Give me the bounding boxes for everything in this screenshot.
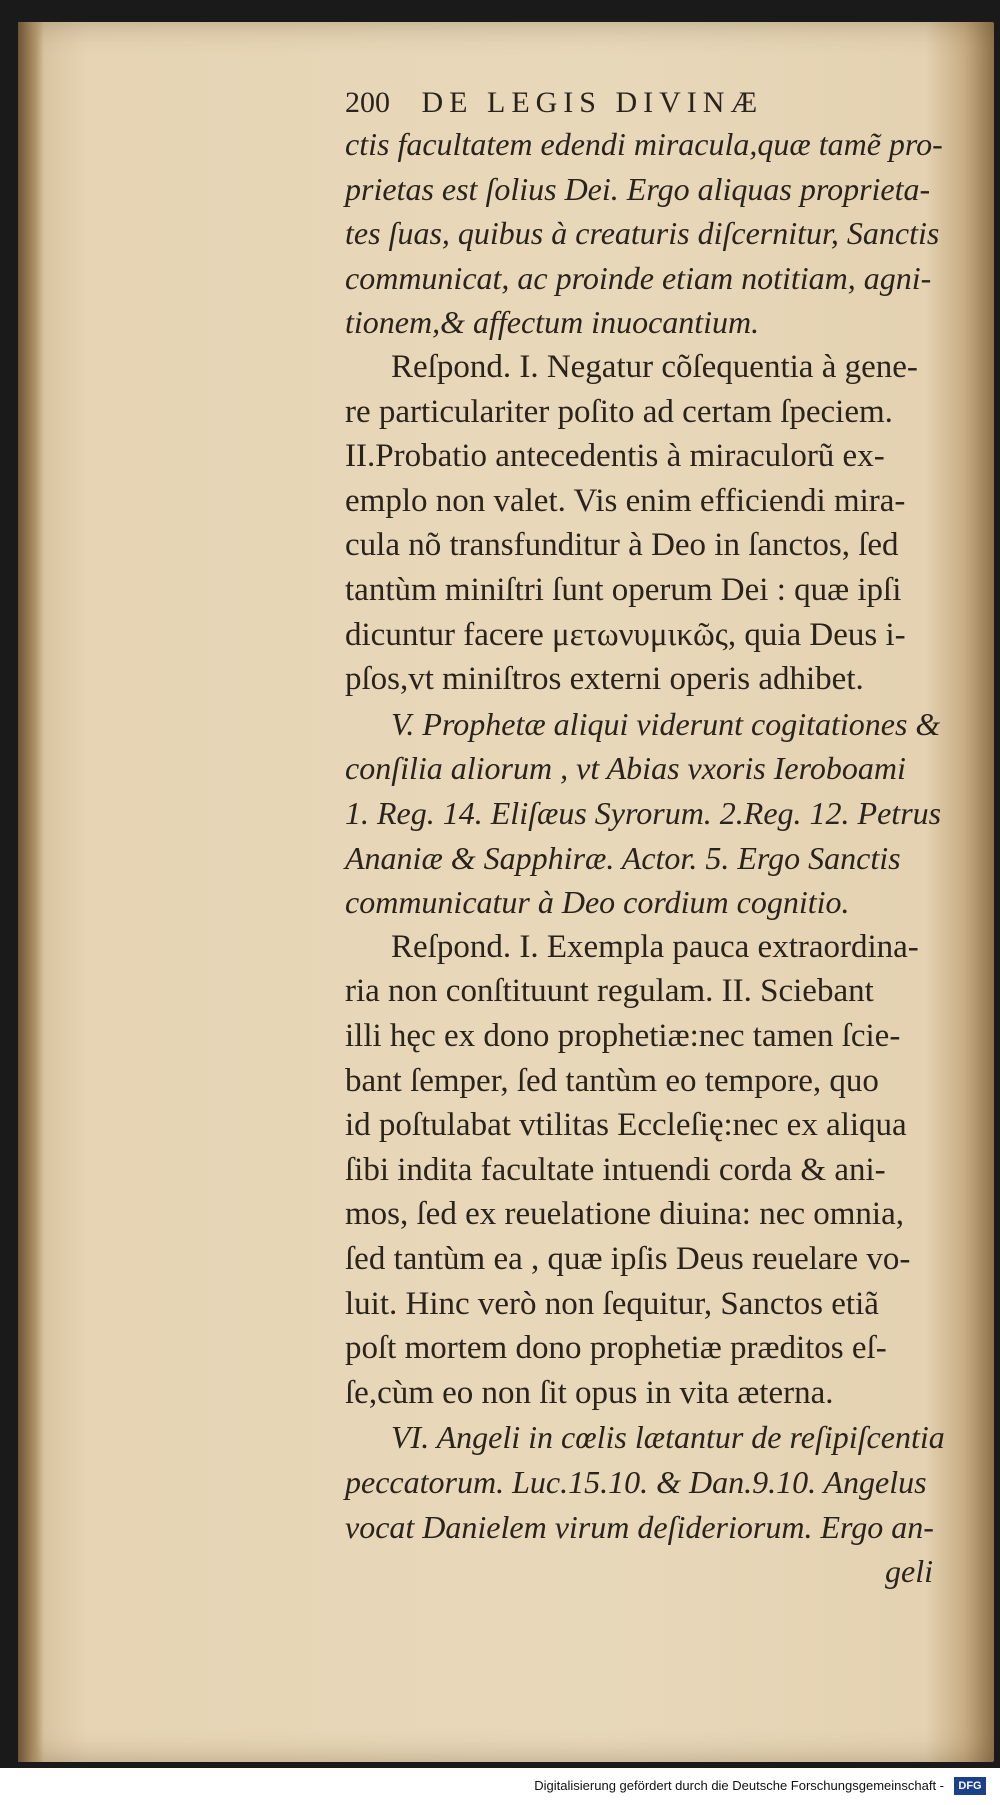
page-number: 200	[345, 86, 390, 119]
text-line: luit. Hinc verò non ſequitur, Sanctos etiã	[345, 1285, 879, 1322]
text-line: emplo non valet. Vis enim efficiendi mira-	[345, 482, 906, 519]
text-line: ſibi indita facultate intuendi corda & ani-	[345, 1151, 886, 1188]
catchword: geli	[885, 1553, 933, 1590]
text-line: ſe,cùm eo non ſit opus in vita æterna.	[345, 1374, 834, 1411]
text-line: ſed tantùm ea , quæ ipſis Deus reuelare vo-	[345, 1241, 911, 1277]
text-line: communicatur à Deo cordium cognitio.	[345, 884, 850, 921]
text-line: pſos,vt miniſtros externi operis adhibet.	[345, 661, 864, 698]
running-title: DE LEGIS DIVINÆ	[421, 86, 764, 119]
text-line: vocat Danielem virum deſideriorum. Ergo an-	[345, 1508, 934, 1545]
text-line: 1. Reg. 14. Eliſæus Syrorum. 2.Reg. 12. Petrus	[345, 795, 942, 831]
text-line: V. Prophetæ aliqui viderunt cogitationes &	[391, 705, 941, 742]
text-line: bant ſemper, ſed tantùm eo tempore, quo	[345, 1062, 879, 1099]
text-line: re particulariter poſito ad certam ſpeciem.	[345, 393, 893, 430]
text-line: Ananiæ & Sapphiræ. Actor. 5. Ergo Sanctis	[345, 839, 901, 876]
text-line: id poſtulabat vtilitas Eccleſię:nec ex aliqua	[345, 1107, 907, 1144]
text-line: VI. Angeli in cœlis lætantur de reſipiſcentia	[391, 1419, 945, 1456]
text-line: mos, ſed ex reuelatione diuina: nec omnia,	[345, 1196, 904, 1233]
text-line: peccatorum. Luc.15.10. & Dan.9.10. Angelus	[345, 1464, 927, 1500]
digitization-footer	[0, 1768, 1000, 1805]
text-line: Reſpond. I. Negatur cõſequentia à gene-	[391, 349, 918, 385]
text-line: II.Probatio antecedentis à miraculorũ ex-	[345, 438, 885, 475]
text-line: tionem,& affectum inuocantium.	[345, 304, 760, 341]
text-line: tes ſuas, quibus à creaturis diſcernitur, Sanctis	[345, 215, 940, 252]
text-line: illi hęc ex dono prophetiæ:nec tamen ſcie-	[345, 1018, 901, 1054]
text-line: poſt mortem dono prophetiæ præditos eſ-	[345, 1330, 887, 1367]
text-line: cula nõ transfunditur à Deo in ſanctos, ſed	[345, 527, 899, 564]
text-line: dicuntur facere μετωνυμικῶς, quia Deus i-	[345, 616, 906, 653]
text-line: ctis facultatem edendi miracula,quæ tamẽ pro-	[345, 126, 943, 162]
text-line: communicat, ac proinde etiam notitiam, agni-	[345, 259, 932, 296]
footer-credit: Digitalisierung gefördert durch die Deutsche Forschungsgemeinschaft -	[534, 1778, 944, 1793]
text-line: prietas est ſolius Dei. Ergo aliquas proprieta-	[345, 170, 931, 207]
text-line: tantùm miniſtri ſunt operum Dei : quæ ipſi	[345, 572, 902, 608]
text-line: conſilia aliorum , vt Abias vxoris Ieroboami	[345, 750, 906, 787]
dfg-logo: DFG	[954, 1777, 986, 1795]
text-line: Reſpond. I. Exempla pauca extraordina-	[391, 928, 919, 965]
running-header	[345, 86, 845, 126]
text-line: ria non conſtituunt regulam. II. Sciebant	[345, 973, 874, 1010]
page-gutter	[18, 22, 44, 1762]
